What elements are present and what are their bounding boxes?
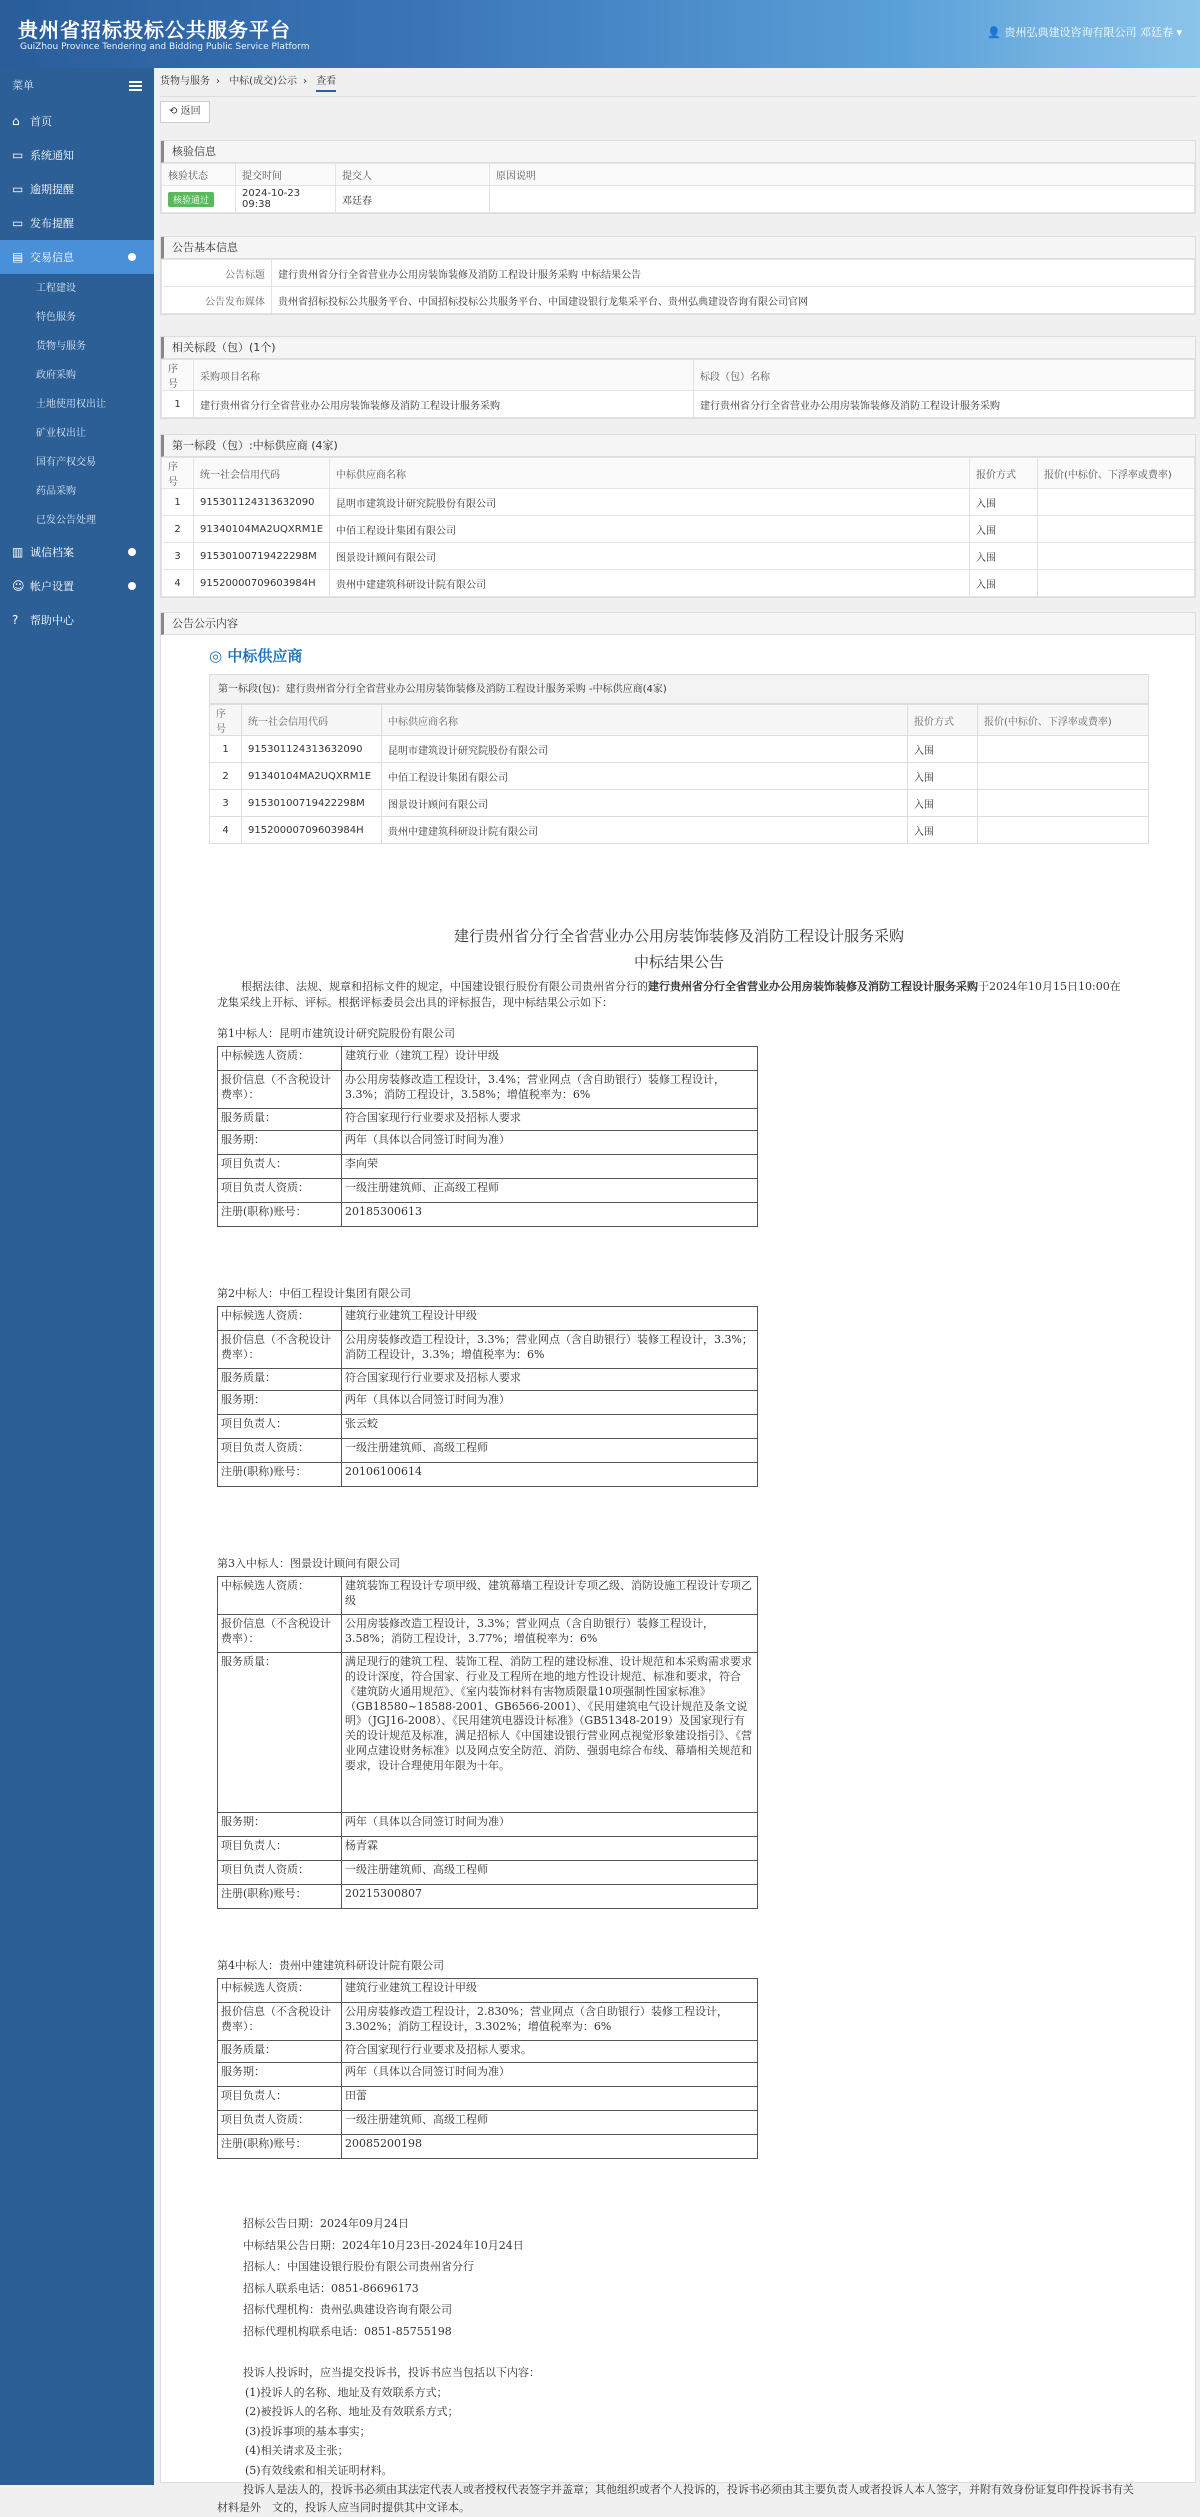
award-icon: ◎	[209, 647, 223, 665]
sidebar-sub-item[interactable]: 国有产权交易	[36, 457, 96, 468]
cell: 2	[210, 763, 242, 790]
table-row	[218, 2003, 758, 2041]
cell	[978, 790, 1149, 817]
cell	[1038, 543, 1195, 570]
table-row	[218, 1155, 758, 1179]
user-icon: 👤	[987, 26, 1001, 39]
cell: 服务期：	[218, 2063, 342, 2087]
table-row	[210, 817, 1149, 844]
cell: 报价信息（不含税设计费率）：	[218, 1331, 342, 1369]
back-label: 返回	[180, 106, 201, 117]
column-header: 报价(中标价、下浮率或费率)	[1038, 458, 1195, 489]
info-line: 招标代理机构：贵州弘典建设咨询有限公司	[243, 2303, 452, 2317]
help-icon: ?	[12, 613, 19, 627]
cell: 项目负责人：	[218, 1415, 342, 1439]
cell: 图景设计顾问有限公司	[330, 543, 970, 570]
cell: 915301124313632090	[242, 736, 382, 763]
winner-widget	[209, 645, 1149, 844]
table-row	[218, 1813, 758, 1837]
bidder-heading: 第4中标人：贵州中建建筑科研设计院有限公司	[217, 1959, 444, 1972]
column-header: 报价方式	[908, 705, 978, 736]
sidebar-item-trade[interactable]	[0, 240, 154, 274]
breadcrumb-item[interactable]: 中标(成交)公示	[229, 76, 297, 87]
cell: 1	[162, 391, 194, 418]
monitor-icon: ▭	[12, 182, 24, 196]
cell	[1038, 489, 1195, 516]
sidebar-item-label: 诚信档案	[30, 546, 74, 559]
cell: 报价信息（不含税设计费率）：	[218, 1615, 342, 1653]
cell: 一级注册建筑师、高级工程师	[342, 1861, 758, 1885]
winners-table	[161, 457, 1195, 597]
sidebar-item-label: 发布提醒	[30, 217, 74, 230]
info-line: 投诉人投诉时，应当提交投诉书，投诉书应当包括以下内容：	[243, 2366, 540, 2379]
cell: 入围	[908, 736, 978, 763]
cell: 注册(职称)账号：	[218, 1463, 342, 1487]
sidebar-sub-item[interactable]: 已发公告处理	[36, 515, 96, 526]
cell: 一级注册建筑师、高级工程师	[342, 2111, 758, 2135]
sidebar-item-label: 首页	[30, 115, 52, 128]
table-row	[218, 2135, 758, 2159]
info-line: 招标公告日期：2024年09月24日	[243, 2217, 409, 2230]
monitor-icon: ▭	[12, 148, 24, 162]
sections-table	[161, 359, 1195, 418]
sidebar-item-label: 帮助中心	[30, 614, 74, 627]
info-line: (3)投诉事项的基本事实；	[245, 2424, 371, 2438]
cell	[978, 736, 1149, 763]
cell: 贵州中建建筑科研设计院有限公司	[330, 570, 970, 597]
content-panel	[160, 612, 1196, 2514]
closing-text: 投诉人是法人的，投诉书必须由其法定代表人或者授权代表签字并盖章；其他组织或者个人投诉的，投诉书必须由其主要负责人或者投诉人本人签字，并附有效身份证复印件投诉书有关材料是外 文的，投诉人应当同时提供其中文译本。	[217, 2483, 1134, 2514]
sidebar-sub-item[interactable]: 货物与服务	[36, 341, 86, 352]
bidder-heading: 第1中标人：昆明市建筑设计研究院股份有限公司	[217, 1027, 455, 1040]
table-row	[162, 570, 1195, 597]
column-header: 提交时间	[236, 164, 336, 186]
table-row	[210, 790, 1149, 817]
sidebar-item-home[interactable]	[0, 104, 154, 138]
column-header: 中标供应商名称	[330, 458, 970, 489]
cell: 4	[162, 570, 194, 597]
cell: 91530100719422298M	[242, 790, 382, 817]
table-row	[162, 287, 1195, 314]
field-value: 建行贵州省分行全省营业办公用房装饰装修及消防工程设计服务采购 中标结果公告	[272, 260, 1195, 287]
cell: 91340104MA2UQXRM1E	[194, 516, 330, 543]
table-row	[218, 1463, 758, 1487]
bidder-table	[217, 1046, 758, 1227]
hamburger-icon[interactable]	[129, 81, 142, 91]
cell: 入围	[908, 817, 978, 844]
table-row	[162, 516, 1195, 543]
complaint-info	[243, 2363, 540, 2481]
info-line: (4)相关请求及主张；	[245, 2444, 349, 2458]
main-content	[160, 68, 1196, 2514]
cell: 中佰工程设计集团有限公司	[330, 516, 970, 543]
panel-title: 第一标段（包）:中标供应商 (4家)	[161, 435, 1195, 457]
table-row	[218, 1369, 758, 1391]
cell: 项目负责人：	[218, 1837, 342, 1861]
cell: 建行贵州省分行全省营业办公用房装饰装修及消防工程设计服务采购	[194, 391, 694, 418]
cell: 项目负责人资质：	[218, 2111, 342, 2135]
cell	[1038, 570, 1195, 597]
cell: 入围	[970, 489, 1038, 516]
sidebar-sub-item[interactable]: 政府采购	[36, 370, 76, 381]
sidebar-sub-item[interactable]: 土地使用权出让	[36, 399, 106, 410]
info-line: (1)投诉人的名称、地址及有效联系方式；	[245, 2385, 448, 2399]
column-header: 序号	[162, 360, 194, 391]
column-header: 序号	[162, 458, 194, 489]
cell: 注册(职称)账号：	[218, 1203, 342, 1227]
verify-table	[161, 163, 1195, 213]
table-row	[162, 186, 1195, 213]
field-label: 公告标题	[162, 260, 272, 287]
cell: 20185300613	[342, 1203, 758, 1227]
column-header: 序号	[210, 705, 242, 736]
table-row	[218, 1577, 758, 1615]
table-row	[218, 2111, 758, 2135]
cell: 3	[162, 543, 194, 570]
user-menu[interactable]	[987, 24, 1182, 40]
table-row	[218, 1203, 758, 1227]
widget-title: 中标供应商	[227, 647, 303, 665]
submitter: 邓廷春	[336, 186, 490, 213]
column-header: 统一社会信用代码	[194, 458, 330, 489]
column-header: 报价方式	[970, 458, 1038, 489]
cell: 项目负责人资质：	[218, 1861, 342, 1885]
monitor-icon: ▭	[12, 216, 24, 230]
sidebar-sub-item[interactable]: 工程建设	[36, 283, 76, 294]
cell: 1	[210, 736, 242, 763]
winners-panel	[160, 434, 1196, 598]
menu-label: 菜单	[12, 79, 34, 92]
expand-icon	[128, 548, 136, 556]
cell: 张云蛟	[342, 1415, 758, 1439]
cell: 915301124313632090	[194, 489, 330, 516]
verify-panel	[160, 140, 1196, 214]
bidder-table	[217, 1576, 758, 1909]
back-button[interactable]	[160, 101, 210, 123]
cell: 项目负责人：	[218, 1155, 342, 1179]
table-row	[162, 543, 1195, 570]
inner-winners-table	[209, 704, 1149, 844]
table-row	[218, 1047, 758, 1071]
cell: 注册(职称)账号：	[218, 1885, 342, 1909]
sections-panel	[160, 336, 1196, 419]
sidebar-item-credit[interactable]	[0, 535, 154, 569]
table-header	[162, 458, 1195, 489]
cell: 建筑装饰工程设计专项甲级、建筑幕墙工程设计专项乙级、消防设施工程设计专项乙级	[342, 1577, 758, 1615]
breadcrumb-item[interactable]: 货物与服务	[160, 76, 210, 87]
table-row	[218, 1307, 758, 1331]
cell: 91520000709603984H	[242, 817, 382, 844]
cell: 4	[210, 817, 242, 844]
site-title: 贵州省招标投标公共服务平台	[18, 18, 291, 42]
table-row	[162, 260, 1195, 287]
intro-project: 建行贵州省分行全省营业办公用房装饰装修及消防工程设计服务采购	[648, 980, 978, 993]
cell: 两年（具体以合同签订时间为准）	[342, 1391, 758, 1415]
cell: 中佰工程设计集团有限公司	[382, 763, 908, 790]
table-row	[218, 1131, 758, 1155]
table-header	[162, 164, 1195, 186]
table-row	[218, 2063, 758, 2087]
info-line: 招标人：中国建设银行股份有限公司贵州省分行	[243, 2260, 474, 2274]
cell: 服务期：	[218, 1391, 342, 1415]
cell: 一级注册建筑师、高级工程师	[342, 1439, 758, 1463]
cell: 91520000709603984H	[194, 570, 330, 597]
intro-text: 根据法律、法规、规章和招标文件的规定，中国建设银行股份有限公司贵州省分行的	[241, 980, 648, 993]
table-row	[218, 1109, 758, 1131]
panel-title: 相关标段（包）(1个)	[161, 337, 1195, 359]
info-line: (5)有效线索和相关证明材料。	[245, 2463, 393, 2477]
cell: 田蕾	[342, 2087, 758, 2111]
table-row	[218, 1861, 758, 1885]
cell: 服务质量：	[218, 1369, 342, 1391]
cell: 中标候选人资质：	[218, 1577, 342, 1615]
cell: 昆明市建筑设计研究院股份有限公司	[330, 489, 970, 516]
status-badge: 核验通过	[168, 192, 214, 207]
table-row	[218, 1391, 758, 1415]
sidebar-item-label: 交易信息	[30, 251, 74, 264]
cell: 91530100719422298M	[194, 543, 330, 570]
column-header: 中标供应商名称	[382, 705, 908, 736]
cell: 中标候选人资质：	[218, 1307, 342, 1331]
cell	[978, 817, 1149, 844]
column-header: 报价(中标价、下浮率或费率)	[978, 705, 1149, 736]
cell: 满足现行的建筑工程、装饰工程、消防工程的建设标准、设计规范和本采购需求要求的设计深度，符合国家、行业及工程所在地的地方性设计规范、标准和要求，符合《建筑防火通用规范》、《室内装饰材料有害物质限量10项强制性国家标准》（GB18580~18588-2001、GB6566-2001）、《民用建筑电气设计规范及条文说明》（JGJ16-2008）、《民用建筑电器设计标准》（GB51348-2019）及国家现行有关的设计规范及标准，满足招标人《中国建设银行营业网点视觉形象建设指引》、《营业网点建设财务标准》以及网点安全防范、消防、强弱电综合布线、幕墙相关规范和要求，设计合理使用年限为十年。	[342, 1653, 758, 1813]
table-row	[218, 1979, 758, 2003]
sidebar-item-account[interactable]	[0, 569, 154, 603]
sidebar-sub-item[interactable]: 矿业权出让	[36, 428, 86, 439]
column-header: 标段（包）名称	[694, 360, 1195, 391]
cell: 图景设计顾问有限公司	[382, 790, 908, 817]
intro-text: 于2024年10月15日10:00在龙集采线上开标、评标。根据评标委员会出具的评标报告，现中标结果公示如下：	[217, 980, 1121, 1009]
table-row	[218, 2041, 758, 2063]
user-name: 贵州弘典建设咨询有限公司 邓廷春	[1004, 26, 1173, 39]
archive-icon: ▥	[12, 545, 24, 559]
sidebar-item-label: 逾期提醒	[30, 183, 74, 196]
cell: 建筑行业建筑工程设计甲级	[342, 1979, 758, 2003]
info-line: 中标结果公告日期：2024年10月23日-2024年10月24日	[243, 2238, 524, 2252]
top-header	[0, 0, 1200, 68]
submit-time: 2024-10-23 09:38	[236, 186, 336, 213]
back-icon: ⟲	[169, 106, 178, 117]
cell: 建行贵州省分行全省营业办公用房装饰装修及消防工程设计服务采购	[694, 391, 1195, 418]
table-row	[210, 763, 1149, 790]
sidebar-item-label: 系统通知	[30, 149, 74, 162]
cell: 91340104MA2UQXRM1E	[242, 763, 382, 790]
table-row	[218, 1415, 758, 1439]
cell: 公用房装修改造工程设计，3.3%；营业网点（含自助银行）装修工程设计，3.58%；消防工程设计，3.77%；增值税率为：6%	[342, 1615, 758, 1653]
basic-info-table	[161, 259, 1195, 314]
sidebar-header	[0, 68, 154, 104]
cell: 服务质量：	[218, 2041, 342, 2063]
table-header	[162, 360, 1195, 391]
sidebar-item-overdue[interactable]	[0, 172, 154, 206]
bidder-table	[217, 1978, 758, 2159]
cell: 20106100614	[342, 1463, 758, 1487]
table-row	[210, 736, 1149, 763]
cell: 服务质量：	[218, 1653, 342, 1813]
panel-title: 公告公示内容	[161, 613, 1195, 635]
cell: 服务期：	[218, 1131, 342, 1155]
panel-title: 公告基本信息	[161, 237, 1195, 259]
field-label: 公告发布媒体	[162, 287, 272, 314]
table-row	[218, 1179, 758, 1203]
table-row	[218, 1439, 758, 1463]
cell: 符合国家现行行业要求及招标人要求。	[342, 2041, 758, 2063]
breadcrumb: 货物与服务 › 中标(成交)公示 › 查看	[160, 68, 1196, 96]
cell: 报价信息（不含税设计费率）：	[218, 2003, 342, 2041]
caret-down-icon: ▾	[1176, 26, 1182, 39]
table-row	[218, 2087, 758, 2111]
cell: 公用房装修改造工程设计，2.830%；营业网点（含自助银行）装修工程设计，3.302%；消防工程设计，3.302%；增值税率为：6%	[342, 2003, 758, 2041]
info-line: (2)被投诉人的名称、地址及有效联系方式；	[245, 2405, 459, 2419]
table-row	[218, 1837, 758, 1861]
table-row	[218, 1331, 758, 1369]
sidebar-item-help[interactable]	[0, 603, 154, 637]
column-header: 核验状态	[162, 164, 236, 186]
cell: 建筑行业建筑工程设计甲级	[342, 1307, 758, 1331]
cell: 1	[162, 489, 194, 516]
breadcrumb-current: 查看	[316, 76, 336, 92]
table-row	[218, 1653, 758, 1813]
cell: 项目负责人资质：	[218, 1439, 342, 1463]
panel-title: 核验信息	[161, 141, 1195, 163]
cell: 2	[162, 516, 194, 543]
table-header	[210, 705, 1149, 736]
cell: 昆明市建筑设计研究院股份有限公司	[382, 736, 908, 763]
cell: 入围	[970, 570, 1038, 597]
expand-icon	[128, 253, 136, 261]
bidder-heading: 第2中标人：中佰工程设计集团有限公司	[217, 1287, 411, 1300]
sidebar-sub-item[interactable]: 药品采购	[36, 486, 76, 497]
cell: 杨青霖	[342, 1837, 758, 1861]
cell: 20085200198	[342, 2135, 758, 2159]
doc-intro	[217, 979, 1127, 1011]
table-row	[218, 1071, 758, 1109]
cell: 贵州中建建筑科研设计院有限公司	[382, 817, 908, 844]
cell: 报价信息（不含税设计费率）：	[218, 1071, 342, 1109]
cell	[978, 763, 1149, 790]
home-icon: ⌂	[12, 114, 20, 128]
column-header: 统一社会信用代码	[242, 705, 382, 736]
column-header: 采购项目名称	[194, 360, 694, 391]
table-row	[162, 391, 1195, 418]
cell: 服务期：	[218, 1813, 342, 1837]
cell: 李向荣	[342, 1155, 758, 1179]
sidebar-item-publish[interactable]	[0, 206, 154, 240]
cell: 中标候选人资质：	[218, 1047, 342, 1071]
table-row	[162, 489, 1195, 516]
doc-title: 建行贵州省分行全省营业办公用房装饰装修及消防工程设计服务采购	[453, 927, 904, 945]
table-row	[218, 1885, 758, 1909]
cell: 注册(职称)账号：	[218, 2135, 342, 2159]
cell: 入围	[970, 543, 1038, 570]
field-value: 贵州省招标投标公共服务平台、中国招标投标公共服务平台、中国建设银行龙集采平台、贵州弘典建设咨询有限公司官网	[272, 287, 1195, 314]
cell: 公用房装修改造工程设计，3.3%；营业网点（含自助银行）装修工程设计，3.3%；消防工程设计，3.3%；增值税率为：6%	[342, 1331, 758, 1369]
column-header: 原因说明	[490, 164, 1195, 186]
info-line: 招标人联系电话：0851-86696173	[243, 2281, 419, 2295]
sidebar	[0, 68, 154, 2485]
bidder-heading: 第3入中标人：图景设计顾问有限公司	[217, 1557, 400, 1570]
cell: 两年（具体以合同签订时间为准）	[342, 1813, 758, 1837]
site-subtitle: GuiZhou Province Tendering and Bidding Public Service Platform	[20, 42, 310, 52]
cell: 入围	[970, 516, 1038, 543]
cell: 建筑行业（建筑工程）设计甲级	[342, 1047, 758, 1071]
cell: 符合国家现行行业要求及招标人要求	[342, 1369, 758, 1391]
column-header: 提交人	[336, 164, 490, 186]
cell: 3	[210, 790, 242, 817]
doc-subtitle: 中标结果公告	[633, 953, 724, 971]
sidebar-item-notice[interactable]	[0, 138, 154, 172]
bidder-table	[217, 1306, 758, 1487]
cell: 入围	[908, 763, 978, 790]
user-icon: ☺	[12, 579, 25, 593]
expand-icon	[128, 582, 136, 590]
cell	[1038, 516, 1195, 543]
sidebar-item-label: 帐户设置	[30, 580, 74, 593]
info-line: 招标代理机构联系电话：0851-85755198	[243, 2324, 452, 2338]
cell: 办公用房装修改造工程设计，3.4%；营业网点（含自助银行）装修工程设计，3.3%；消防工程设计，3.58%；增值税率为：6%	[342, 1071, 758, 1109]
cell: 入围	[908, 790, 978, 817]
sidebar-sub-item[interactable]: 特色服务	[36, 312, 76, 323]
reason	[490, 186, 1195, 213]
cell: 项目负责人资质：	[218, 1179, 342, 1203]
cell: 项目负责人：	[218, 2087, 342, 2111]
folder-icon: ▤	[12, 250, 24, 264]
cell: 一级注册建筑师、正高级工程师	[342, 1179, 758, 1203]
basic-info-panel	[160, 236, 1196, 315]
cell: 中标候选人资质：	[218, 1979, 342, 2003]
cell: 服务质量：	[218, 1109, 342, 1131]
inner-title: 第一标段(包)：建行贵州省分行全省营业办公用房装饰装修及消防工程设计服务采购 -中标供应商(4家)	[209, 674, 1149, 704]
cell: 两年（具体以合同签订时间为准）	[342, 2063, 758, 2087]
cell: 20215300807	[342, 1885, 758, 1909]
cell: 两年（具体以合同签订时间为准）	[342, 1131, 758, 1155]
cell: 符合国家现行行业要求及招标人要求	[342, 1109, 758, 1131]
announcement-info	[243, 2213, 524, 2343]
table-row	[218, 1615, 758, 1653]
